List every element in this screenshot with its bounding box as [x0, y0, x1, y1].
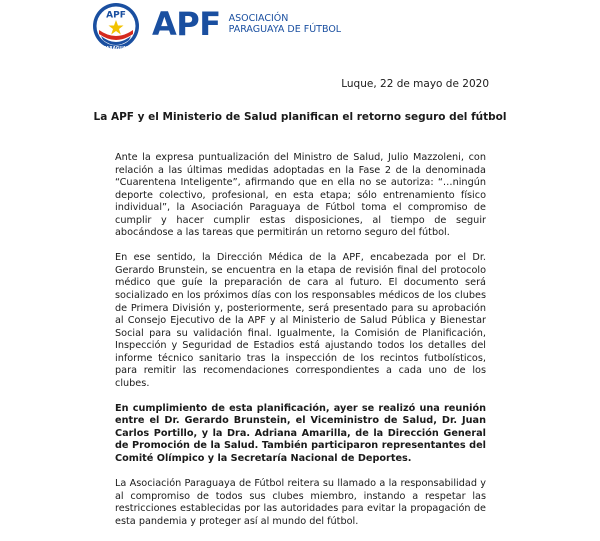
brand-name: APF: [152, 5, 221, 43]
brand-line-2: PARAGUAYA DE FÚTBOL: [228, 24, 342, 35]
apf-crest-logo: [92, 2, 140, 52]
paragraph-1: Ante la expresa puntualización del Ministro de Salud, Julio Mazzoleni, con relación a las últimas medidas adoptadas en la Fase 2 de la denominada “Cuarentena Inteligente”, afirmando que en ella no se autoriza: “…ningún deporte colectivo, profesional, en esta etapa; sólo entrenamiento físico individual”, la Asociación Paraguaya de Fútbol toma el compromiso de cumplir y hacer cumplir estas disposiciones, al tiempo de seguir abocándose a las tareas que permitirán un retorno seguro del fútbol.: [115, 152, 486, 239]
brand-subtitle: [229, 13, 342, 35]
document-body: [115, 152, 486, 541]
crest-caption: PARAGUAY: [103, 45, 129, 51]
crest-text: APF: [106, 10, 126, 21]
paragraph-4: La Asociación Paraguaya de Fútbol reitera su llamado a la responsabilidad y al compromiso de todos sus clubes miembro, instando a respetar las restricciones establecidas por las autoridades para evitar la propagación de esta pandemia y proteger así al mundo del fútbol.: [115, 478, 486, 527]
paragraph-3: En cumplimiento de esta planificación, ayer se realizó una reunión entre el Dr. Gerardo Brunstein, el Viceministro de Salud, Dr. Juan Carlos Portillo, y la Dra. Adriana Amarilla, de la Dirección General de Promoción de la Salud. También participaron representantes del Comité Olímpico y la Secretaría Nacional de Deportes.: [115, 402, 486, 465]
brand-line-1: ASOCIACIÓN: [228, 13, 289, 24]
document-date: Luque, 22 de mayo de 2020: [341, 78, 489, 90]
apf-wordmark: [152, 5, 342, 43]
document-title: La APF y el Ministerio de Salud planifican el retorno seguro del fútbol: [93, 111, 507, 123]
paragraph-2: En ese sentido, la Dirección Médica de la APF, encabezada por el Dr. Gerardo Brunstein, se encuentra en la etapa de revisión final del protocolo médico que guíe la preparación de cara al futuro. El documento será socializado en los próximos días con los responsables médicos de los clubes de Primera División y, posteriormente, será presentado para su aprobación al Consejo Ejecutivo de la APF y al Ministerio de Salud Pública y Bienestar Social para su validación final. Igualmente, la Comisión de Planificación, Inspección y Seguridad de Estadios está ajustando todos los detalles del informe técnico sanitario tras la inspección de los recintos futbolísticos, para remitir las recomendaciones correspondientes a cada uno de los clubes.: [115, 252, 486, 389]
